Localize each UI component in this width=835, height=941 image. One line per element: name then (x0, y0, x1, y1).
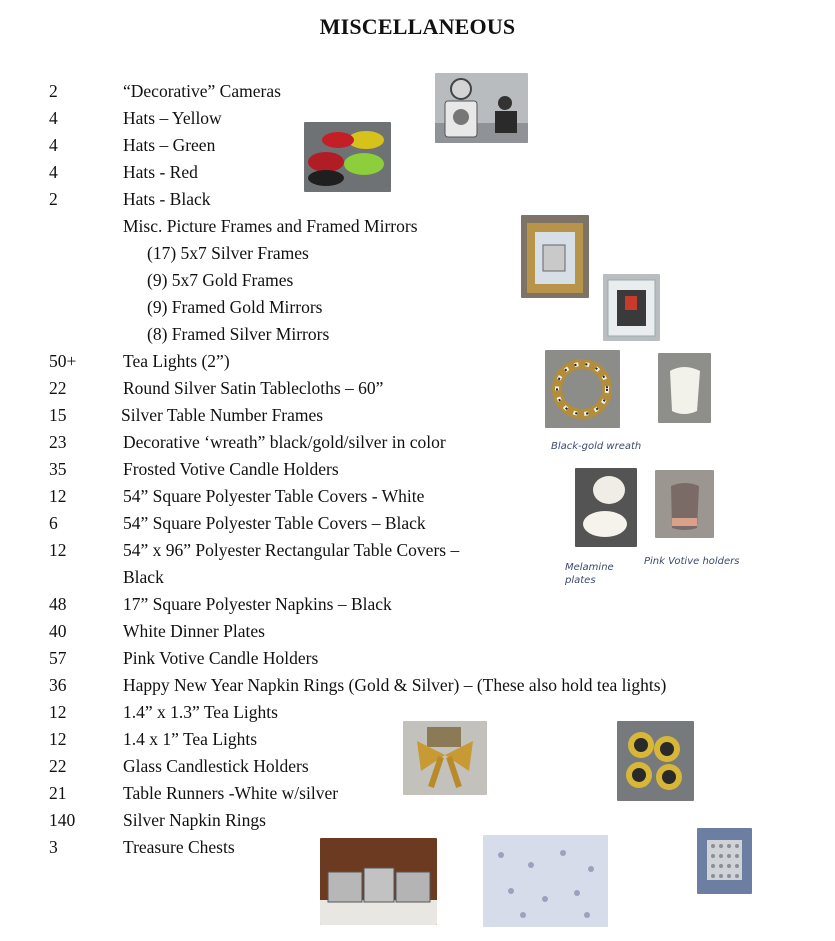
item-description: Silver Table Number Frames (121, 405, 324, 425)
item-quantity: 36 (49, 675, 67, 695)
item-description: Tea Lights (2”) (123, 351, 230, 371)
item-quantity: 4 (49, 108, 58, 128)
item-quantity: 12 (49, 540, 67, 560)
wreath-caption: Black-gold wreath (551, 441, 642, 452)
item-quantity: 2 (49, 81, 58, 101)
item-description: Pink Votive Candle Holders (123, 648, 319, 668)
item-description: Happy New Year Napkin Rings (Gold & Silver) – (These also hold tea lights) (123, 675, 667, 695)
item-quantity: 57 (49, 648, 67, 668)
item-quantity: 48 (49, 594, 67, 614)
item-quantity: 15 (49, 405, 67, 425)
item-description: 54” Square Polyester Table Covers - White (123, 486, 425, 506)
wreath-photo (545, 350, 620, 428)
item-quantity: 12 (49, 486, 67, 506)
napkin-rings-photo (617, 721, 694, 801)
item-description: 17” Square Polyester Napkins – Black (123, 594, 392, 614)
item-quantity: 4 (49, 162, 58, 182)
item-description: White Dinner Plates (123, 621, 265, 641)
item-description: 54” Square Polyester Table Covers – Black (123, 513, 426, 533)
melamine-caption: Melamine plates (565, 562, 614, 586)
silver-frame-photo (603, 274, 660, 341)
item-description: 1.4” x 1.3” Tea Lights (123, 702, 278, 722)
item-quantity: 12 (49, 702, 67, 722)
item-description: Decorative ‘wreath” black/gold/silver in color (123, 432, 446, 452)
pink-votive-photo (655, 470, 714, 538)
item-description: Hats - Red (123, 162, 198, 182)
item-quantity: 21 (49, 783, 67, 803)
gold-bow-napkin-ring-photo (403, 721, 487, 795)
item-description: Black (123, 567, 164, 587)
item-quantity: 12 (49, 729, 67, 749)
item-description: Frosted Votive Candle Holders (123, 459, 339, 479)
item-quantity: 35 (49, 459, 67, 479)
item-quantity: 2 (49, 189, 58, 209)
gold-frame-photo (521, 215, 589, 298)
item-description: Round Silver Satin Tablecloths – 60” (123, 378, 384, 398)
cameras-photo (435, 73, 528, 143)
item-description: Glass Candlestick Holders (123, 756, 309, 776)
item-description: 54” x 96” Polyester Rectangular Table Covers – (123, 540, 460, 560)
treasure-chests-photo (320, 838, 437, 925)
pink-votive-caption: Pink Votive holders (644, 556, 740, 567)
item-description: “Decorative” Cameras (123, 81, 281, 101)
page-title: MISCELLANEOUS (319, 14, 516, 39)
item-quantity: 22 (49, 378, 67, 398)
item-quantity: 23 (49, 432, 67, 452)
item-description: Misc. Picture Frames and Framed Mirrors (123, 216, 418, 236)
item-quantity: 22 (49, 756, 67, 776)
item-quantity: 140 (49, 810, 76, 830)
hats-photo (304, 122, 391, 192)
item-description: Hats – Yellow (123, 108, 222, 128)
item-description: Hats - Black (123, 189, 211, 209)
item-description: Table Runners -White w/silver (123, 783, 339, 803)
frosted-votive-photo (658, 353, 711, 423)
item-quantity: 40 (49, 621, 67, 641)
silver-napkin-ring-photo (697, 828, 752, 894)
item-description: Silver Napkin Rings (123, 810, 266, 830)
item-quantity: 6 (49, 513, 58, 533)
item-description: (9) Framed Gold Mirrors (147, 297, 323, 317)
item-quantity: 3 (49, 837, 58, 857)
item-description: Hats – Green (123, 135, 216, 155)
table-runner-photo (483, 835, 608, 927)
item-description: Treasure Chests (123, 837, 235, 857)
item-quantity: 50+ (49, 351, 77, 371)
item-description: (17) 5x7 Silver Frames (147, 243, 309, 263)
melamine-plates-photo (575, 468, 637, 547)
item-description: (9) 5x7 Gold Frames (147, 270, 294, 290)
item-description: (8) Framed Silver Mirrors (147, 324, 330, 344)
item-description: 1.4 x 1” Tea Lights (123, 729, 258, 749)
item-quantity: 4 (49, 135, 58, 155)
